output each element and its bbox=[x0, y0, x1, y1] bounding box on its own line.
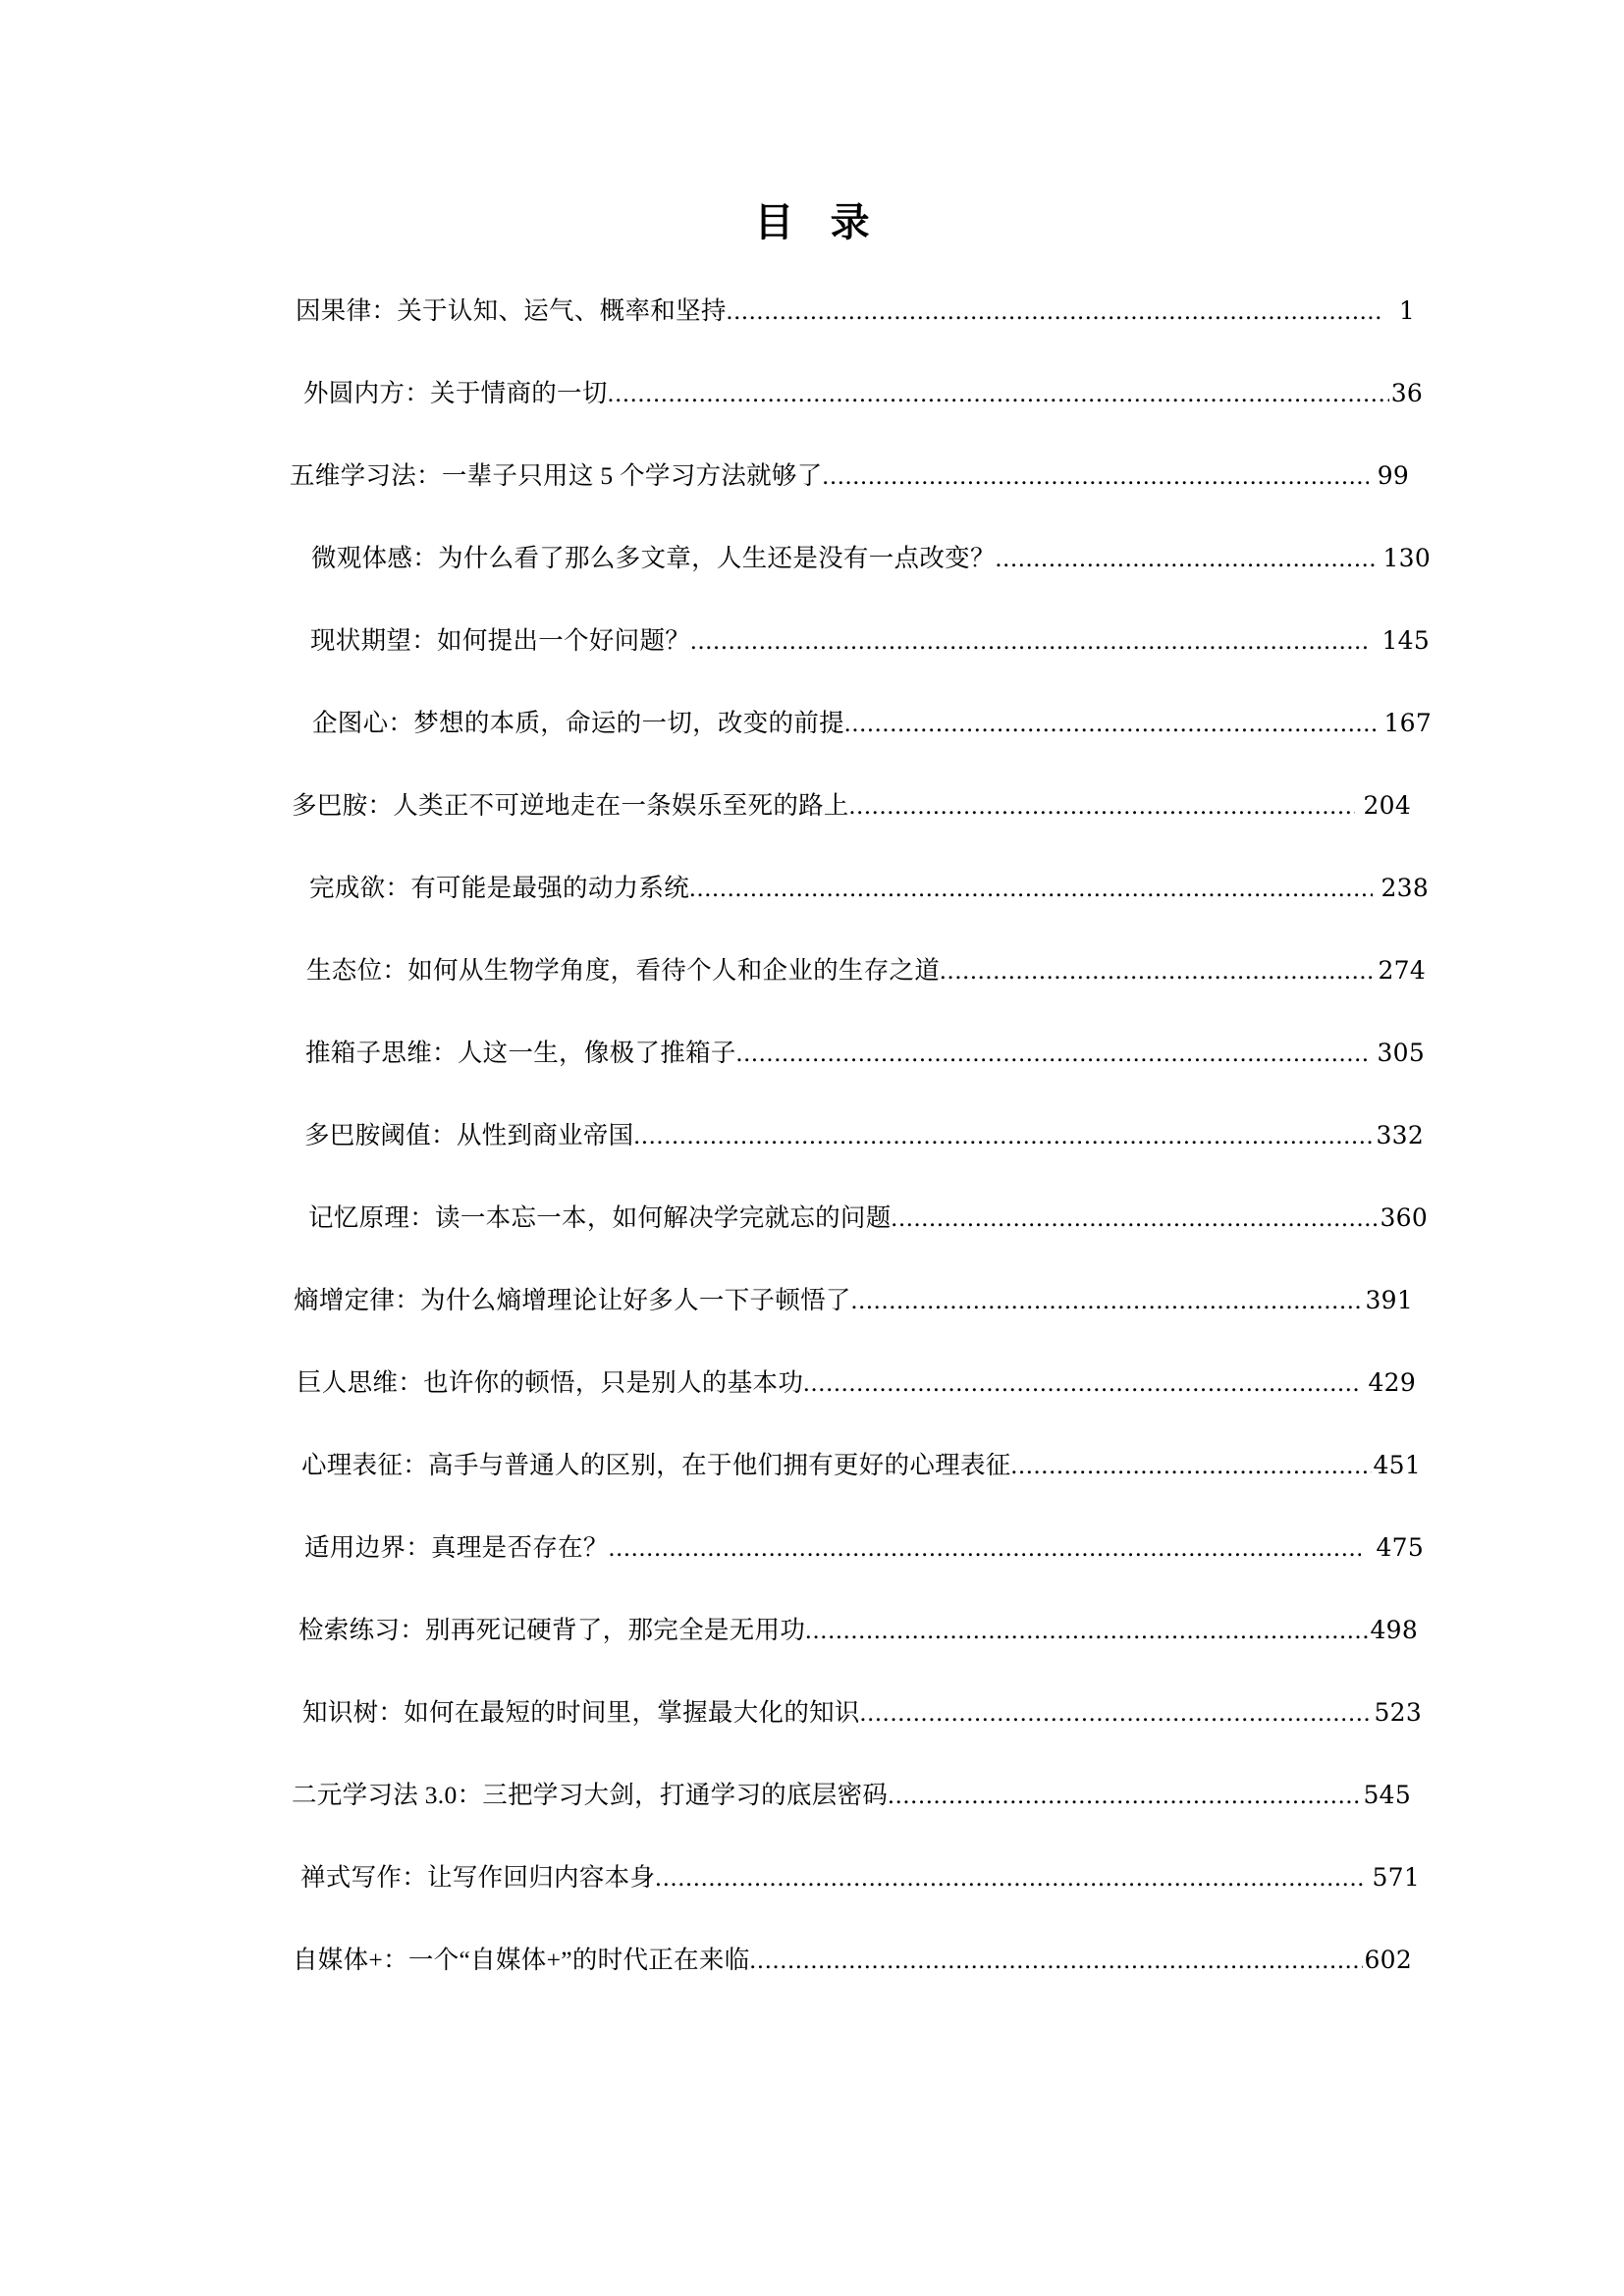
toc-entry[interactable] bbox=[293, 1944, 1412, 2026]
toc-entry-title: 因果律：关于认知、运气、概率和坚持 bbox=[296, 296, 727, 325]
toc-entry-title: 多巴胺：人类正不可逆地走在一条娱乐至死的路上 bbox=[292, 791, 849, 820]
dot-leader bbox=[736, 1041, 1369, 1066]
toc-entry[interactable] bbox=[302, 1696, 1422, 1779]
toc-entry-title: 心理表征：高手与普通人的区别，在于他们拥有更好的心理表征 bbox=[301, 1451, 1011, 1479]
toc-entry-page-number: 498 bbox=[1370, 1616, 1418, 1644]
toc-entry-page-number: 545 bbox=[1363, 1781, 1411, 1809]
toc-entry-title: 多巴胺阈值：从性到商业帝国 bbox=[304, 1121, 634, 1149]
toc-entry-title: 五维学习法：一辈子只用这 5 个学习方法就够了 bbox=[290, 461, 823, 490]
dot-leader bbox=[689, 876, 1372, 901]
toc-entry-title: 微观体感：为什么看了那么多文章，人生还是没有一点改变？ bbox=[311, 544, 996, 572]
dot-leader bbox=[750, 1948, 1363, 1973]
toc-entry[interactable] bbox=[304, 1119, 1424, 1201]
toc-entry-page-number: 145 bbox=[1381, 626, 1430, 655]
dot-leader bbox=[823, 463, 1369, 489]
toc-entry[interactable] bbox=[306, 954, 1426, 1037]
toc-entry-title: 自媒体+：一个“自媒体+”的时代正在来临 bbox=[293, 1946, 750, 1974]
toc-entry-title: 检索练习：别再死记硬背了，那完全是无用功 bbox=[298, 1616, 806, 1644]
toc-entry-title: 企图心：梦想的本质，命运的一切，改变的前提 bbox=[312, 709, 844, 737]
toc-entry-title: 适用边界：真理是否存在？ bbox=[304, 1533, 609, 1562]
toc-entry-title: 外圆内方：关于情商的一切 bbox=[303, 379, 608, 407]
toc-entry-page-number: 167 bbox=[1383, 709, 1432, 737]
dot-leader bbox=[940, 958, 1376, 984]
toc-entry-title: 巨人思维：也许你的顿悟，只是别人的基本功 bbox=[297, 1368, 804, 1397]
toc-entry-page-number: 238 bbox=[1380, 874, 1429, 902]
dot-leader bbox=[996, 546, 1375, 571]
toc-entry[interactable] bbox=[309, 872, 1429, 954]
toc-entry[interactable] bbox=[298, 1614, 1418, 1696]
dot-leader bbox=[1011, 1453, 1372, 1478]
dot-leader bbox=[844, 711, 1376, 736]
dot-leader bbox=[888, 1783, 1361, 1808]
table-of-contents-list bbox=[290, 294, 1432, 2026]
toc-entry[interactable] bbox=[312, 707, 1432, 789]
toc-entry-page-number: 305 bbox=[1377, 1039, 1425, 1067]
toc-entry-title: 禅式写作：让写作回归内容本身 bbox=[300, 1863, 656, 1892]
toc-entry[interactable] bbox=[304, 1531, 1424, 1614]
toc-entry-page-number: 451 bbox=[1373, 1451, 1421, 1479]
dot-leader bbox=[860, 1700, 1373, 1726]
toc-entry[interactable] bbox=[305, 1037, 1425, 1119]
toc-entry-page-number: 571 bbox=[1372, 1863, 1420, 1892]
toc-entry[interactable] bbox=[294, 1284, 1413, 1366]
dot-leader bbox=[608, 381, 1389, 406]
toc-entry-title: 熵增定律：为什么熵增理论让好多人一下子顿悟了 bbox=[294, 1286, 851, 1314]
toc-entry-page-number: 429 bbox=[1368, 1368, 1416, 1397]
toc-entry-title: 推箱子思维：人这一生，像极了推箱子 bbox=[305, 1039, 736, 1067]
toc-entry[interactable] bbox=[301, 1449, 1421, 1531]
dot-leader bbox=[851, 1288, 1364, 1313]
toc-entry-page-number: 1 bbox=[1398, 296, 1415, 325]
toc-entry-page-number: 204 bbox=[1363, 791, 1411, 820]
toc-entry-title: 二元学习法 3.0：三把学习大剑，打通学习的底层密码 bbox=[292, 1781, 889, 1809]
toc-entry-page-number: 36 bbox=[1390, 379, 1423, 407]
dot-leader bbox=[633, 1123, 1374, 1148]
toc-entry-page-number: 99 bbox=[1377, 461, 1409, 490]
page-title: 目 录 bbox=[754, 200, 884, 244]
toc-entry-title: 记忆原理：读一本忘一本，如何解决学完就忘的问题 bbox=[308, 1203, 892, 1232]
toc-entry[interactable] bbox=[297, 1366, 1416, 1449]
toc-entry-page-number: 602 bbox=[1364, 1946, 1412, 1974]
toc-entry[interactable] bbox=[310, 624, 1430, 707]
toc-entry-title: 现状期望：如何提出一个好问题？ bbox=[310, 626, 691, 655]
toc-entry-title: 生态位：如何从生物学角度，看待个人和企业的生存之道 bbox=[306, 956, 941, 985]
dot-leader bbox=[892, 1205, 1379, 1231]
dot-leader bbox=[727, 298, 1383, 324]
toc-entry[interactable] bbox=[292, 789, 1411, 872]
dot-leader bbox=[849, 793, 1355, 819]
toc-entry-page-number: 475 bbox=[1376, 1533, 1424, 1562]
toc-entry[interactable] bbox=[292, 1779, 1411, 1861]
toc-entry[interactable] bbox=[300, 1861, 1420, 1944]
toc-entry[interactable] bbox=[296, 294, 1415, 377]
dot-leader bbox=[609, 1535, 1361, 1561]
toc-entry[interactable] bbox=[311, 542, 1431, 624]
dot-leader bbox=[655, 1865, 1363, 1891]
toc-entry[interactable] bbox=[303, 377, 1423, 459]
toc-entry-title: 完成欲：有可能是最强的动力系统 bbox=[309, 874, 690, 902]
toc-entry-page-number: 523 bbox=[1374, 1698, 1422, 1727]
dot-leader bbox=[805, 1618, 1368, 1643]
toc-entry-page-number: 360 bbox=[1380, 1203, 1428, 1232]
toc-entry-page-number: 332 bbox=[1376, 1121, 1424, 1149]
dot-leader bbox=[690, 628, 1366, 654]
toc-entry-title: 知识树：如何在最短的时间里，掌握最大化的知识 bbox=[302, 1698, 860, 1727]
toc-entry-page-number: 130 bbox=[1382, 544, 1431, 572]
toc-entry-page-number: 274 bbox=[1378, 956, 1426, 985]
dot-leader bbox=[803, 1370, 1359, 1396]
toc-entry-page-number: 391 bbox=[1365, 1286, 1413, 1314]
toc-entry[interactable] bbox=[308, 1201, 1428, 1284]
toc-entry[interactable] bbox=[290, 459, 1409, 542]
